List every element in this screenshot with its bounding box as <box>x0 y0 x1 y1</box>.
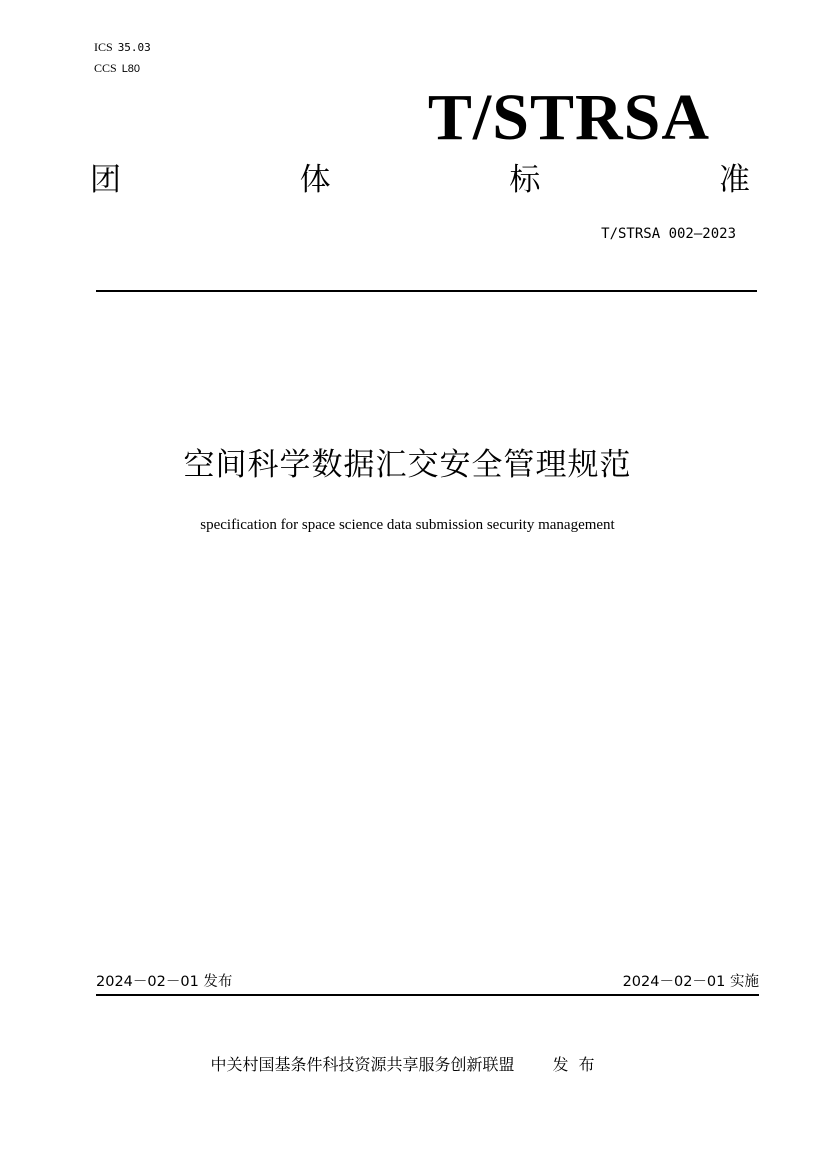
publisher-name: 中关村国基条件科技资源共享服务创新联盟 <box>210 1055 515 1074</box>
ccs-label: CCS <box>94 61 117 75</box>
document-title-english: specification for space science data submission security management <box>200 517 615 533</box>
document-title-chinese: 空间科学数据汇交安全管理规范 <box>183 447 632 483</box>
ccs-value: L80 <box>121 63 141 75</box>
publisher-line <box>0 1054 815 1076</box>
standard-type-heading <box>90 160 750 200</box>
ics-value: 35.03 <box>117 41 151 54</box>
standard-type-char-3: 标 <box>509 162 541 198</box>
ics-classification <box>94 40 151 55</box>
ccs-classification <box>94 61 140 76</box>
implementation-date: 2024－02－01 实施 <box>622 974 759 990</box>
standard-type-char-1: 团 <box>90 162 121 198</box>
organization-code-logo: T/STRSA <box>427 81 710 154</box>
standard-type-char-2: 体 <box>299 162 331 198</box>
standard-type-char-4: 准 <box>718 162 750 198</box>
issue-date: 2024－02－01 发布 <box>96 974 233 990</box>
ics-label: ICS <box>94 40 113 54</box>
bottom-divider <box>96 994 759 996</box>
standard-number: T/STRSA 002—2023 <box>601 226 736 242</box>
top-divider <box>96 290 757 292</box>
publisher-action: 发布 <box>552 1055 605 1074</box>
